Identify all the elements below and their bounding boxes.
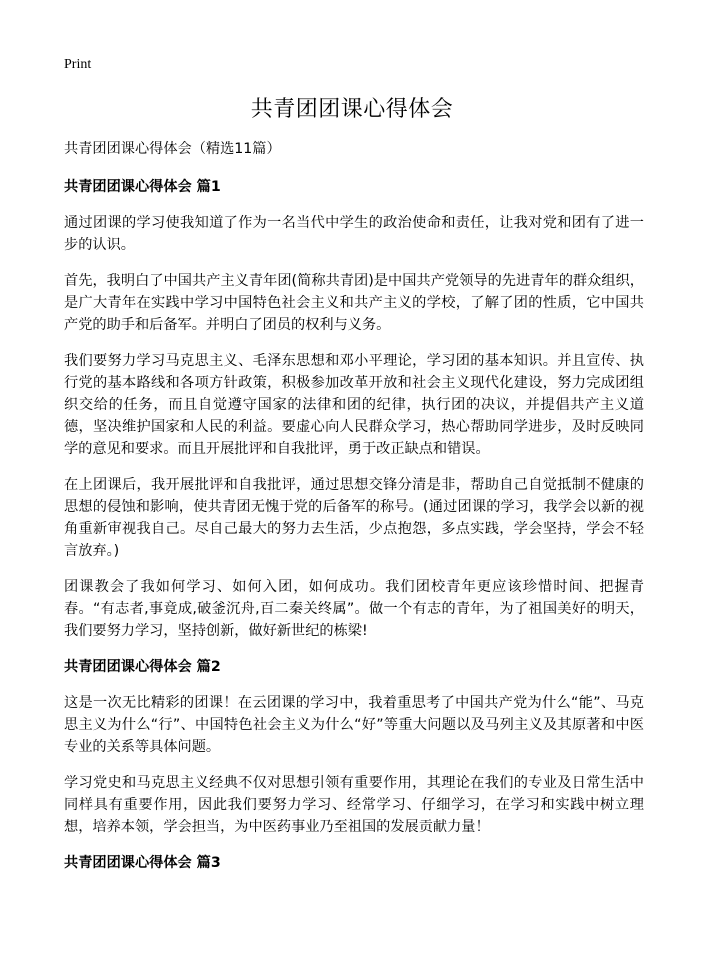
paragraph: 我们要努力学习马克思主义、毛泽东思想和邓小平理论，学习团的基本知识。并且宣传、执行党的基本路线和各项方针政策，积极参加改革开放和社会主义现代化建设，努力完成团组织交给的任务，而且自觉遵守国家的法律和团的纪律，执行团的决议，并提倡共产主义道德，坚决维护国家和人民的利益。要虚心向人民群众学习，热心帮助同学进步，及时反映同学的意见和要求。而且开展批评和自我批评，勇于改正缺点和错误。 xyxy=(64,353,644,457)
paragraph: 在上团课后，我开展批评和自我批评，通过思想交锋分清是非，帮助自己自觉抵制不健康的思想的侵蚀和影响，使共青团无愧于党的后备军的称号。(通过团课的学习，我学会以新的视角重新审视我自己。尽自己最大的努力去生活，少点抱怨，多点实践，学会坚持，学会不轻言放弃。) xyxy=(64,477,644,559)
paragraph: 首先，我明白了中国共产主义青年团(简称共青团)是中国共产党领导的先进青年的群众组织，是广大青年在实践中学习中国特色社会主义和共产主义的学校，了解了团的性质，它中国共产党的助手和后备军。并明白了团员的权利与义务。 xyxy=(64,273,644,333)
section-1 xyxy=(64,176,644,642)
print-link[interactable]: Print xyxy=(64,57,92,72)
section-heading: 共青团团课心得体会 篇3 xyxy=(64,855,221,871)
paragraph: 团课教会了我如何学习、如何入团，如何成功。我们团校青年更应该珍惜时间、把握青春。“有志者,事竟成,破釜沉舟,百二秦关终属”。做一个有志的青年，为了祖国美好的明天，我们要努力学习，坚持创新，做好新世纪的栋梁! xyxy=(64,579,644,639)
page-title: 共青团团课心得体会 xyxy=(250,97,454,122)
section-3 xyxy=(64,852,644,874)
section-heading: 共青团团课心得体会 篇2 xyxy=(64,659,221,675)
article-subtitle: 共青团团课心得体会（精选11篇） xyxy=(64,141,281,157)
paragraph: 通过团课的学习使我知道了作为一名当代中学生的政治使命和责任，让我对党和团有了进一步的认识。 xyxy=(64,215,644,253)
section-heading: 共青团团课心得体会 篇1 xyxy=(64,179,221,195)
article-body xyxy=(64,138,644,888)
paragraph: 学习党史和马克思主义经典不仅对思想引领有重要作用，其理论在我们的专业及日常生活中同样具有重要作用，因此我们要努力学习、经常学习、仔细学习，在学习和实践中树立理想，培养本领，学会担当，为中医药事业乃至祖国的发展贡献力量！ xyxy=(64,775,644,835)
paragraph: 这是一次无比精彩的团课！在云团课的学习中，我着重思考了中国共产党为什么“能”、马克思主义为什么“行”、中国特色社会主义为什么“好”等重大问题以及马列主义及其原著和中医专业的关系等具体问题。 xyxy=(64,695,644,755)
section-2 xyxy=(64,656,644,838)
